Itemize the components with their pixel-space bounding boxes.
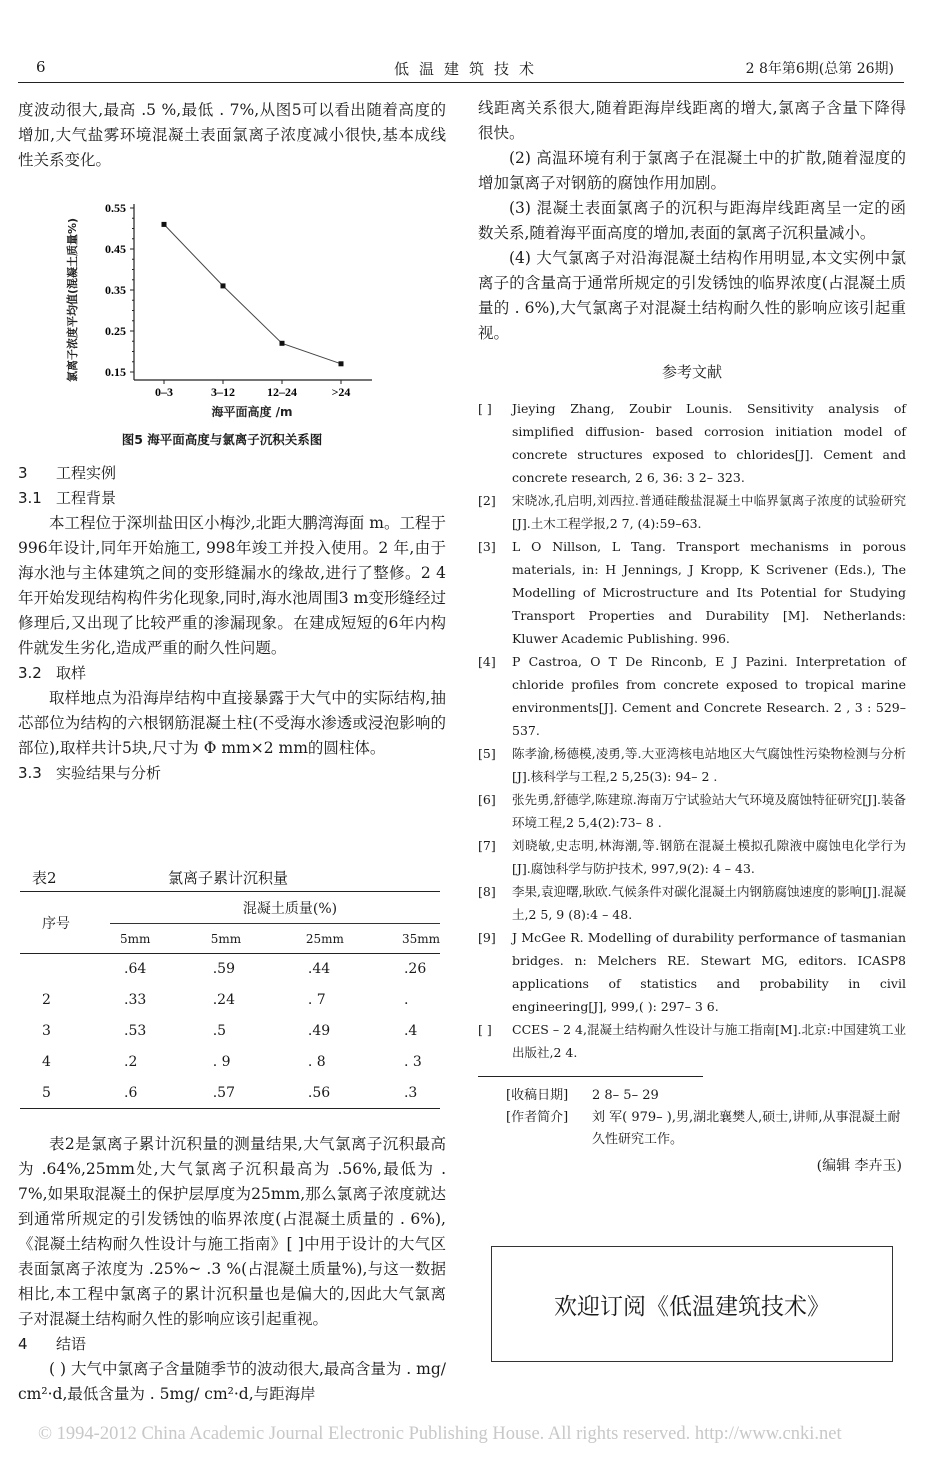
author-bio: [作者简介] 刘 军( 979– ),男,湖北襄樊人,硕士,讲师,从事混凝土耐久性研究工作。 xyxy=(506,1110,901,1147)
table-title-row xyxy=(18,865,446,891)
cell-value: . 9 xyxy=(212,1054,231,1070)
running-header xyxy=(18,56,904,83)
col-header-index: 序号 xyxy=(42,915,70,932)
col-header: 35mm xyxy=(401,931,440,946)
article-meta xyxy=(478,1085,906,1177)
reference-number: [2] xyxy=(478,493,496,508)
editor-credit: (编辑 李卉玉) xyxy=(816,1158,902,1174)
left-column-bottom xyxy=(18,1132,446,1407)
reference-number: [7] xyxy=(478,838,496,853)
reference-number: [5] xyxy=(478,746,496,761)
reference-text: L O Nillson, L Tang. Transport mechanisms in porous materials, in: H Jennings, J Kropp, K Scrivener (Eds.), The Modelling of Microstructure and Its Potential for Studying Transport Properties and Durability [M]. Netherlands: Kluwer Academic Publishing. 996. xyxy=(512,539,906,646)
section-3-1-heading: 3.1 工程背景 xyxy=(18,489,117,507)
row-index: 2 xyxy=(42,992,51,1008)
copyright-footer: © 1994-2012 China Academic Journal Electronic Publishing House. All rights reserved. http://www.cnki.net xyxy=(38,1424,842,1444)
received-date: [收稿日期] 2 8– 5– 29 xyxy=(506,1088,659,1103)
issue-info: 2 8年第6期(总第 26期) xyxy=(745,61,894,77)
reference-item xyxy=(478,1018,906,1064)
col-header: 5mm xyxy=(210,931,242,946)
svg-text:0.35: 0.35 xyxy=(105,283,126,297)
cell-value: . 8 xyxy=(307,1054,326,1070)
cell-value: .26 xyxy=(403,961,427,978)
reference-item xyxy=(478,489,906,535)
reference-text: J McGee R. Modelling of durability performance of tasmanian bridges. n: Melchers RE. Stewart MG, editors. ICASP8 applications of statistics and probability in civil engineering[J], 999,( ): 297– 3 6. xyxy=(512,930,906,1014)
cell-value: .64 xyxy=(124,961,147,978)
reference-text: P Castroa, O T De Rinconb, E J Pazini. Interpretation of chloride profiles from concrete exposed to tropical marine environments[J]. Cement and Concrete Research. 2 , 3 : 529– 537. xyxy=(512,654,906,738)
conclusion-1-continued: 线距离关系很大,随着距海岸线距离的增大,氯离子含量下降得很快。 xyxy=(478,99,906,142)
svg-text:0.15: 0.15 xyxy=(105,365,126,379)
cell-value: .3 xyxy=(403,1084,418,1101)
table-2 xyxy=(18,865,446,1109)
reference-item xyxy=(478,788,906,834)
conclusion-4: (4) 大气氯离子对沿海混凝土结构作用明显,本文实例中氯离子的含量高于通常所规定的引发锈蚀的临界浓度(占混凝土质量的 . 6%),大气氯离子对混凝土结构耐久性的影响应该引起重视。 xyxy=(478,249,906,342)
reference-number: [ ] xyxy=(478,401,492,416)
cell-value: .5 xyxy=(212,1023,227,1039)
x-axis-label: 海平面高度 /m xyxy=(211,405,293,419)
cell-value: .24 xyxy=(212,992,235,1008)
cell-value: .6 xyxy=(124,1084,138,1101)
intro-paragraph: 度波动很大,最高 .5 %,最低 . 7%,从图5可以看出随着高度的增加,大气盐雾环境混凝土表面氯离子浓度减小很快,基本成线性关系变化。 xyxy=(18,101,446,169)
line-chart xyxy=(62,190,382,426)
reference-text: 宋晓冰,孔启明,刘西拉.普通硅酸盐混凝土中临界氯离子浓度的试验研究[J].土木工程学报,2 7, (4):59–63. xyxy=(512,493,906,531)
reference-text: Jieying Zhang, Zoubir Lounis. Sensitivity analysis of simplified diffusion- based corrosion initiation model of concrete structures exposed to chlorides[J]. Cement and concrete research, 2 6, 36: 3 2– 323. xyxy=(512,401,906,485)
svg-text:0–3: 0–3 xyxy=(155,385,173,399)
table-body xyxy=(20,954,440,1109)
section-4-heading: 4 结语 xyxy=(18,1335,87,1353)
right-column xyxy=(478,96,906,1177)
cell-value: .33 xyxy=(124,992,147,1008)
x-axis-ticks xyxy=(155,380,350,399)
cell-value: .59 xyxy=(212,961,235,978)
data-table xyxy=(20,891,440,1109)
col-header: 25mm xyxy=(305,931,344,946)
page-number: 6 xyxy=(36,58,46,76)
table-title: 氯离子累计沉积量 xyxy=(168,869,289,887)
table-row xyxy=(20,1016,440,1047)
cell-value: .2 xyxy=(124,1054,138,1070)
table-label: 表2 xyxy=(32,869,57,887)
conclusion-3: (3) 混凝土表面氯离子的沉积与距海岸线距离呈一定的函数关系,随着海平面高度的增加,表面的氯离子沉积量减小。 xyxy=(478,199,906,242)
left-column-intro xyxy=(18,98,446,173)
left-column-body xyxy=(18,461,446,786)
reference-item xyxy=(478,742,906,788)
y-axis-ticks xyxy=(105,201,134,379)
y-axis-label: 氯离子浓度平均值(混凝土质量%) xyxy=(66,217,79,383)
col-header: 5mm xyxy=(120,931,151,946)
cell-value: .44 xyxy=(307,961,331,978)
reference-number: [3] xyxy=(478,539,496,554)
subscribe-text: 欢迎订阅《低温建筑技术》 xyxy=(554,1293,830,1320)
reference-text: 陈孝渝,杨德模,凌勇,等.大亚湾核电站地区大气腐蚀性污染物检测与分析[J].核科学与工程,2 5,25(3): 94– 2 . xyxy=(512,746,906,784)
reference-item xyxy=(478,535,906,650)
data-line xyxy=(164,224,341,363)
background-paragraph: 本工程位于深圳盐田区小梅沙,北距大鹏湾海面 m。工程于 996年设计,同年开始施工, 998年竣工并投入使用。2 年,由于海水池与主体建筑之间的变形缝漏水的缘故,进行了整修。2 4年开始发现结构构件劣化现象,同时,海水池周围3 m变形缝经过修理后,又出现了比较严重的渗漏现象。在建成短短的6年内构件就发生劣化,造成严重的耐久性问题。 xyxy=(18,514,446,657)
reference-number: [9] xyxy=(478,930,496,945)
cell-value: . xyxy=(403,992,409,1008)
divider xyxy=(478,1076,703,1077)
row-index: 3 xyxy=(42,1023,51,1039)
reference-number: [8] xyxy=(478,884,496,899)
cell-value: .49 xyxy=(307,1023,331,1039)
svg-text:0.45: 0.45 xyxy=(105,242,126,256)
svg-text:0.55: 0.55 xyxy=(105,201,126,215)
reference-text: CCES – 2 4,混凝土结构耐久性设计与施工指南[M].北京:中国建筑工业出版社,2 4. xyxy=(512,1022,906,1060)
conclusion-2: (2) 高温环境有利于氯离子在混凝土中的扩散,随着湿度的增加氯离子对钢筋的腐蚀作用加剧。 xyxy=(478,149,906,192)
table-row xyxy=(20,954,440,985)
reference-text: 张先勇,舒德学,陈建琼.海南万宁试验站大气环境及腐蚀特征研究[J].装备环境工程,2 5,4(2):73– 8 . xyxy=(512,792,906,830)
reference-item xyxy=(478,834,906,880)
reference-number: [ ] xyxy=(478,1022,492,1037)
reference-item xyxy=(478,650,906,742)
cell-value: .57 xyxy=(212,1084,235,1101)
figure-caption: 图5 海平面高度与氯离子沉积关系图 xyxy=(121,432,323,447)
reference-list xyxy=(478,397,906,1064)
svg-text:>24: >24 xyxy=(331,385,351,399)
table-row xyxy=(20,985,440,1016)
reference-number: [4] xyxy=(478,654,496,669)
svg-text:12–24: 12–24 xyxy=(267,385,297,399)
col-group-header: 混凝土质量(%) xyxy=(110,892,440,924)
data-markers xyxy=(162,222,344,366)
reference-item xyxy=(478,926,906,1018)
svg-text:0.25: 0.25 xyxy=(105,324,126,338)
reference-text: 刘晓敏,史志明,林海潮,等.钢筋在混凝土模拟孔隙液中腐蚀电化学行为[J].腐蚀科学与防护技术, 997,9(2): 4 – 43. xyxy=(512,838,906,876)
section-3-3-heading: 3.3 实验结果与分析 xyxy=(18,764,162,782)
reference-item xyxy=(478,880,906,926)
section-3-2-heading: 3.2 取样 xyxy=(18,664,87,682)
reference-text: 李果,袁迎曙,耿欧.气候条件对碳化混凝土内钢筋腐蚀速度的影响[J].混凝土,2 5, 9 (8):4 – 48. xyxy=(512,884,906,922)
reference-item xyxy=(478,397,906,489)
cell-value: . 7 xyxy=(307,992,326,1008)
section-3-heading: 3 工程实例 xyxy=(18,464,117,482)
table-row xyxy=(20,1047,440,1078)
subscribe-box xyxy=(491,1246,893,1362)
row-index: 5 xyxy=(42,1084,51,1101)
table-row xyxy=(20,1078,440,1109)
cell-value: . 3 xyxy=(403,1054,422,1070)
cell-value: .53 xyxy=(124,1023,147,1039)
sampling-paragraph: 取样地点为沿海岸结构中直接暴露于大气中的实际结构,抽芯部位为结构的六根钢筋混凝土柱(不受海水渗透或浸泡影响的部位),取样共计5块,尺寸为 Φ mm×2 mm的圆柱体。 xyxy=(18,689,446,757)
row-index: 4 xyxy=(42,1054,51,1070)
reference-number: [6] xyxy=(478,792,496,807)
references-title: 参考文献 xyxy=(661,363,722,381)
figure-5 xyxy=(62,190,382,452)
analysis-paragraph: 表2是氯离子累计沉积量的测量结果,大气氯离子沉积最高为 .64%,25mm处,大气氯离子沉积最高为 .56%,最低为 . 7%,如果取混凝土的保护层厚度为25mm,那么氯离子浓度就达到通常所规定的引发锈蚀的临界浓度(占混凝土质量的 . 6%),《混凝土结构耐久性设计与施工指南》[ ]中用于设计的大气区表面氯离子浓度为 .25%~ .3 %(占混凝土质量%),与这一数据相比,本工程中氯离子的累计沉积量也是偏大的,因此大气氯离子对混凝土结构耐久性的影响应该引起重视。 xyxy=(18,1135,446,1328)
cell-value: .4 xyxy=(403,1023,418,1039)
journal-title: 低温建筑技术 xyxy=(394,60,545,78)
conclusion-1: ( ) 大气中氯离子含量随季节的波动很大,最高含量为 . mg/ cm²·d,最低含量为 . 5mg/ cm²·d,与距海岸 xyxy=(18,1360,446,1403)
svg-text:3–12: 3–12 xyxy=(211,385,235,399)
cell-value: .56 xyxy=(307,1084,331,1101)
row-index xyxy=(20,954,110,985)
